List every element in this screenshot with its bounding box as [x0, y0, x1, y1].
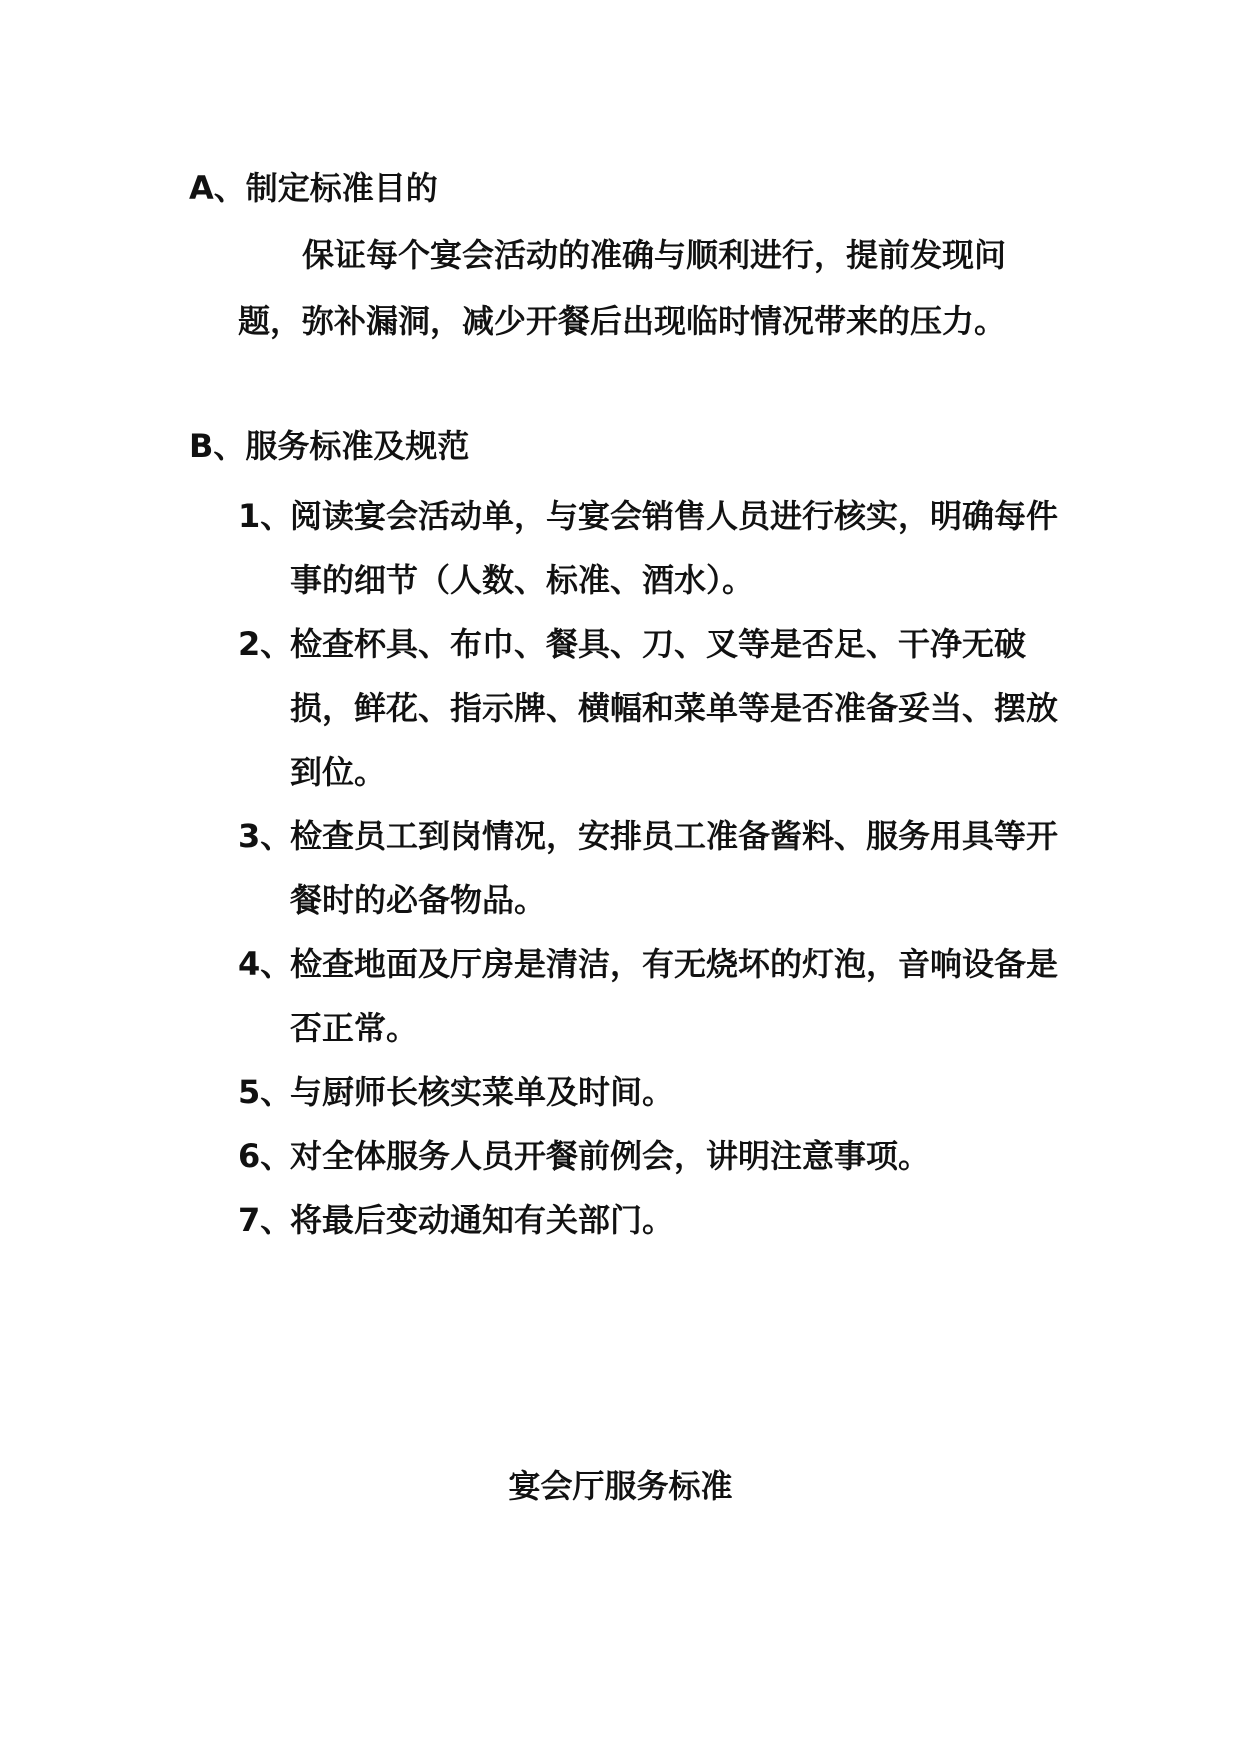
list-item — [238, 1188, 1068, 1252]
list-item-number: 3、 — [238, 817, 293, 855]
list-item-text: 检查员工到岗情况，安排员工准备酱料、服务用具等开餐时的必备物品。 — [290, 817, 1059, 919]
list-item-number: 6、 — [238, 1137, 293, 1175]
list-item-text: 阅读宴会活动单，与宴会销售人员进行核实，明确每件事的细节（人数、标准、酒水）。 — [290, 497, 1059, 599]
section-b-heading: B、服务标准及规范 — [189, 427, 470, 465]
list-item-text: 将最后变动通知有关部门。 — [290, 1201, 675, 1239]
list-item-text: 对全体服务人员开餐前例会，讲明注意事项。 — [290, 1137, 931, 1175]
list-item — [238, 932, 1068, 1060]
list-item-number: 7、 — [238, 1201, 293, 1239]
list-item — [238, 612, 1068, 804]
footer-title: 宴会厅服务标准 — [508, 1467, 733, 1505]
list-item-number: 5、 — [238, 1073, 293, 1111]
list-item-text: 检查杯具、布巾、餐具、刀、叉等是否足、干净无破损，鲜花、指示牌、横幅和菜单等是否准备妥当、摆放到位。 — [290, 625, 1059, 791]
list-item — [238, 484, 1068, 612]
list-item-text: 与厨师长核实菜单及时间。 — [290, 1073, 675, 1111]
section-a-heading: A、制定标准目的 — [189, 169, 438, 207]
standards-list — [238, 484, 1068, 1252]
list-item-text: 检查地面及厅房是清洁，有无烧坏的灯泡，音响设备是否正常。 — [290, 945, 1059, 1047]
list-item-number: 1、 — [238, 497, 293, 535]
list-item-number: 2、 — [238, 625, 293, 663]
list-item — [238, 1060, 1068, 1124]
list-item — [238, 1124, 1068, 1188]
list-item — [238, 804, 1068, 932]
purpose-paragraph: 保证每个宴会活动的准确与顺利进行，提前发现问题，弥补漏洞，减少开餐后出现临时情况带来的压力。 — [238, 236, 1007, 340]
list-item-number: 4、 — [238, 945, 293, 983]
